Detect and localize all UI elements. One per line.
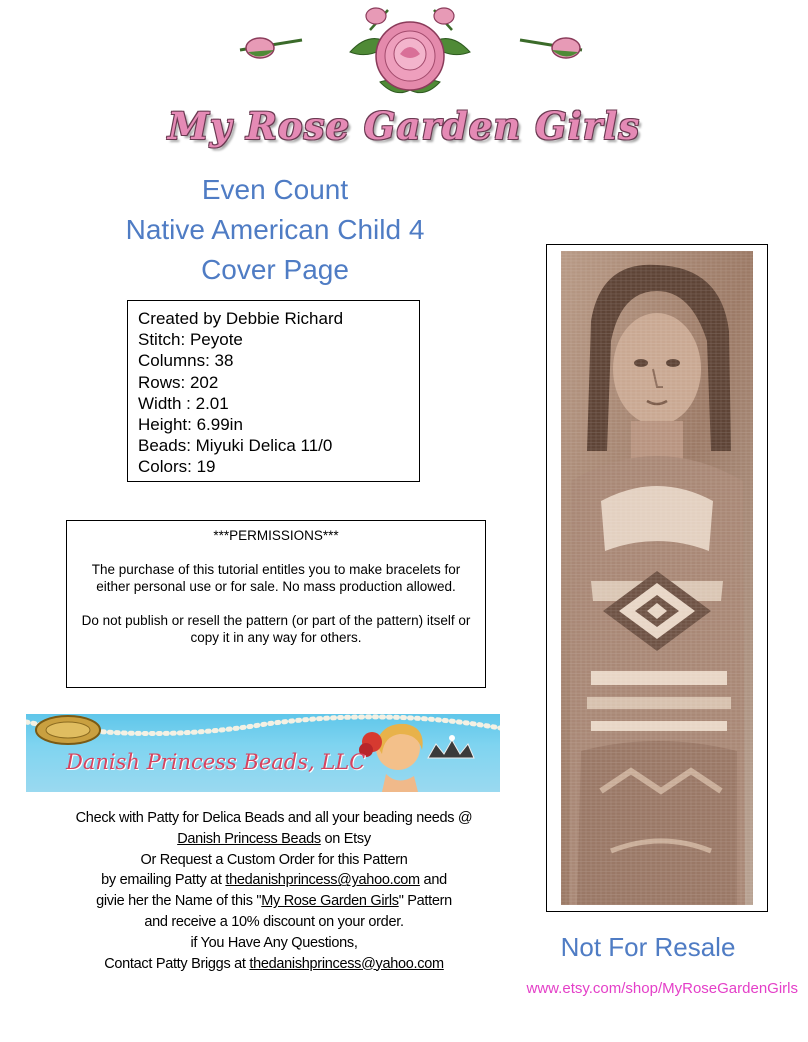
info-colors: Colors: 19 bbox=[138, 457, 216, 477]
contact-block bbox=[14, 808, 534, 974]
rose-bud-top-right bbox=[434, 8, 454, 30]
permissions-box bbox=[66, 520, 486, 688]
title-line-pattern-name: Native American Child 4 bbox=[125, 214, 425, 245]
info-columns: Columns: 38 bbox=[138, 351, 234, 371]
rose-main bbox=[376, 22, 444, 90]
rose-header-art bbox=[230, 0, 590, 100]
brand-title: My Rose Garden Girls bbox=[167, 104, 641, 148]
email-link-1[interactable]: thedanishprincess@yahoo.com bbox=[225, 872, 420, 889]
info-width: Width : 2.01 bbox=[138, 393, 229, 413]
pattern-name-link[interactable]: My Rose Garden Girls bbox=[261, 893, 399, 910]
contact-line-8 bbox=[14, 954, 534, 975]
contact-line-5-post: " Pattern bbox=[398, 893, 452, 910]
info-rows: Rows: 202 bbox=[138, 372, 219, 392]
danish-princess-link[interactable]: Danish Princess Beads bbox=[177, 830, 321, 847]
not-for-resale-label: Not For Resale bbox=[560, 932, 736, 962]
pinup-lady-icon bbox=[359, 724, 423, 792]
permissions-para-2: Do not publish or resell the pattern (or part of the pattern) itself or copy it in any way for others. bbox=[81, 613, 471, 645]
title-line-cover-page: Cover Page bbox=[201, 254, 349, 285]
rose-bud-left bbox=[240, 38, 302, 58]
title-line-even-count: Even Count bbox=[201, 174, 349, 205]
permissions-para-1: The purchase of this tutorial entitles you to make bracelets for either personal use or for sale. No mass production allowed. bbox=[91, 562, 461, 594]
contact-line-6: and receive a 10% discount on your order. bbox=[144, 913, 404, 930]
rose-bud-top-left bbox=[366, 8, 388, 30]
contact-line-4 bbox=[14, 870, 534, 891]
info-height: Height: 6.99in bbox=[138, 415, 243, 435]
brooch-icon bbox=[36, 716, 100, 744]
info-stitch: Stitch: Peyote bbox=[138, 330, 243, 350]
pattern-info-box bbox=[127, 300, 420, 482]
contact-line-2 bbox=[14, 829, 534, 850]
contact-line-2-rest: on Etsy bbox=[320, 830, 371, 847]
contact-line-8-pre: Contact Patty Briggs at bbox=[104, 955, 250, 972]
rose-bud-right bbox=[520, 38, 582, 58]
contact-line-5 bbox=[14, 891, 534, 912]
banner-shop-name: Danish Princess Beads, LLC bbox=[66, 750, 366, 774]
email-link-2[interactable]: thedanishprincess@yahoo.com bbox=[249, 955, 444, 972]
crown-icon bbox=[428, 735, 474, 758]
info-created-by: Created by Debbie Richard bbox=[138, 309, 344, 328]
contact-line-5-pre: givie her the Name of this " bbox=[96, 893, 262, 910]
info-beads: Beads: Miyuki Delica 11/0 bbox=[138, 436, 333, 456]
contact-line-4-pre: by emailing Patty at bbox=[101, 872, 226, 889]
bead-portrait-image bbox=[561, 251, 753, 905]
contact-line-4-post: and bbox=[419, 872, 447, 889]
etsy-shop-link[interactable]: www.etsy.com/shop/MyRoseGardenGirls bbox=[526, 980, 798, 997]
contact-line-1: Check with Patty for Delica Beads and all your beading needs @ bbox=[75, 810, 473, 826]
contact-line-3: Or Request a Custom Order for this Pattern bbox=[140, 851, 408, 868]
danish-princess-banner[interactable] bbox=[26, 714, 500, 792]
contact-line-7: if You Have Any Questions, bbox=[190, 934, 358, 951]
bead-pattern-preview bbox=[546, 244, 768, 912]
permissions-heading: ***PERMISSIONS*** bbox=[213, 528, 339, 543]
